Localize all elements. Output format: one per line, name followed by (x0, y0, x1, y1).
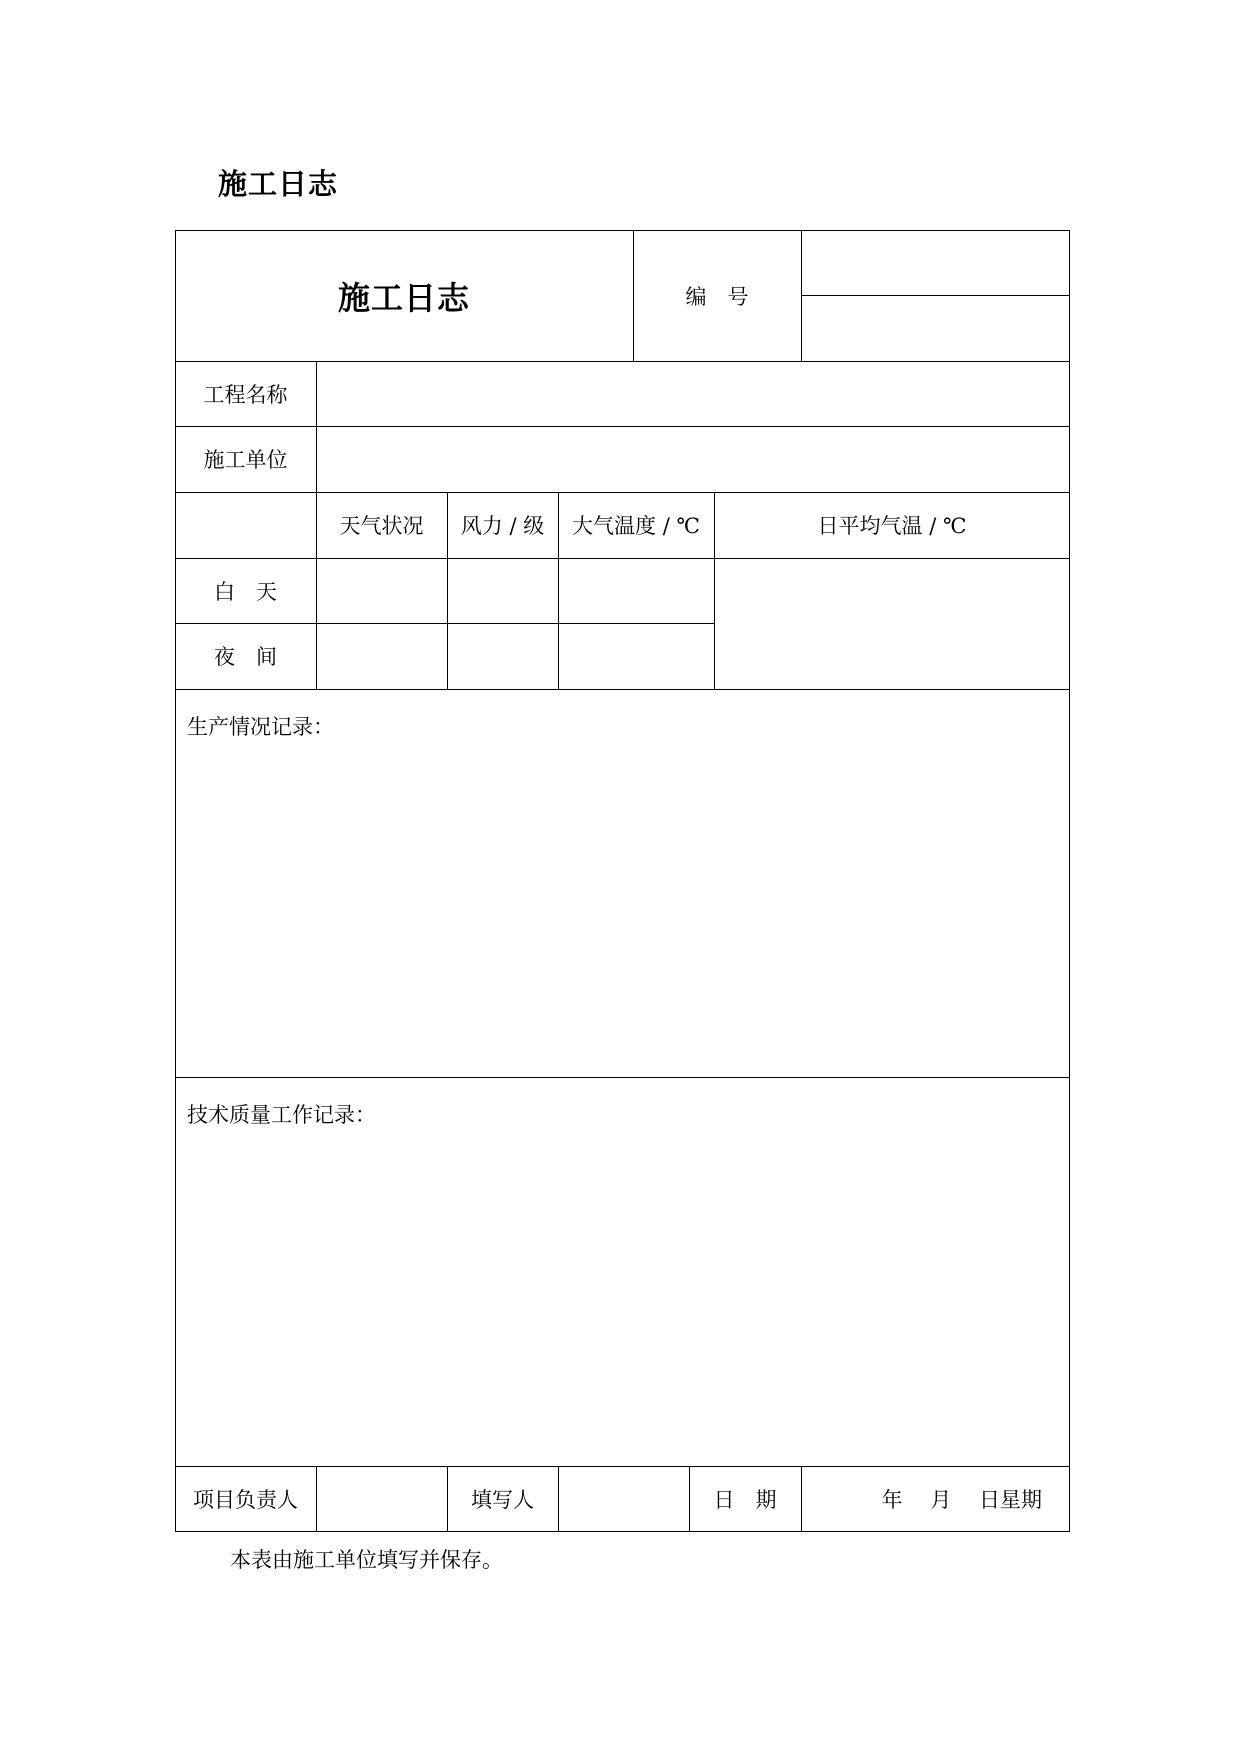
daytime-label: 白 天 (214, 579, 277, 604)
night-temperature-field[interactable] (558, 623, 714, 689)
date-field[interactable]: 年 月 日星期 (881, 1488, 1042, 1512)
code-field-1[interactable] (801, 230, 1070, 295)
code-field-2[interactable] (801, 295, 1070, 361)
page-heading: 施工日志 (218, 167, 339, 201)
table-title: 施工日志 (337, 278, 470, 317)
weather-header: 天气状况 (339, 514, 424, 538)
project-name-label: 工程名称 (203, 382, 288, 407)
project-name-field[interactable] (316, 361, 1070, 426)
average-temperature-header: 日平均气温 / ℃ (817, 514, 967, 538)
contractor-field[interactable] (316, 426, 1070, 492)
contractor-label: 施工单位 (203, 448, 288, 472)
date-label: 日 期 (713, 1488, 777, 1512)
temperature-header: 大气温度 / ℃ (572, 514, 700, 538)
nighttime-label: 夜 间 (214, 645, 277, 669)
night-weather-field[interactable] (316, 623, 447, 689)
wind-header: 风力 / 级 (460, 514, 545, 538)
day-temperature-field[interactable] (558, 558, 714, 623)
day-weather-field[interactable] (316, 558, 447, 623)
project-manager-field[interactable] (316, 1466, 447, 1532)
filler-label: 填写人 (471, 1488, 534, 1512)
average-temperature-field[interactable] (714, 558, 1070, 689)
filler-field[interactable] (558, 1466, 689, 1532)
quality-record-label: 技术质量工作记录： (187, 1103, 376, 1127)
project-manager-label: 项目负责人 (193, 1488, 298, 1512)
production-record-label: 生产情况记录： (187, 715, 334, 739)
quality-record-area[interactable] (175, 1118, 1070, 1466)
day-wind-field[interactable] (447, 558, 558, 623)
code-label: 编 号 (685, 284, 749, 309)
production-record-area[interactable] (175, 730, 1070, 1077)
night-wind-field[interactable] (447, 623, 558, 689)
footnote: 本表由施工单位填写并保存。 (230, 1548, 503, 1572)
